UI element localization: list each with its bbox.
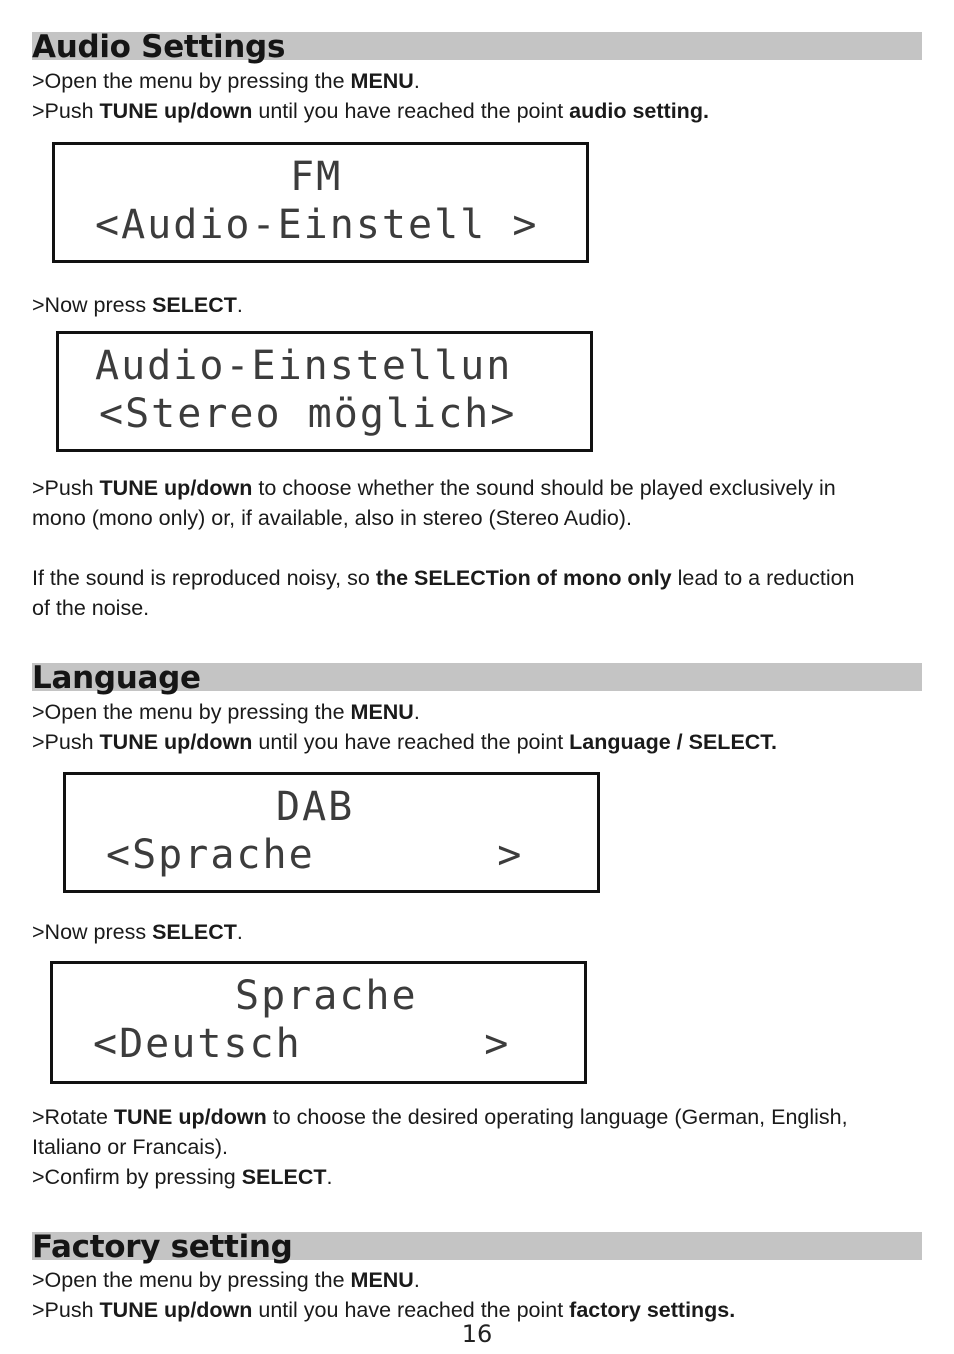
language-step-push-tune (32, 727, 777, 757)
text: . (413, 1268, 420, 1292)
text: . (236, 920, 243, 944)
lcd-row-1: Audio-Einstellun (95, 343, 513, 389)
text: . (236, 293, 243, 317)
text: lead to a reduction (671, 566, 855, 590)
heading-factory-setting: Factory setting (32, 1229, 293, 1265)
lcd-row-2: <Sprache > (106, 832, 524, 878)
text: >Push (32, 476, 100, 500)
language-step-confirm (32, 1162, 333, 1192)
lcd-row-1: DAB (276, 784, 355, 830)
text: . (413, 69, 420, 93)
text: . (326, 1165, 333, 1189)
factory-step-open-menu (32, 1265, 420, 1295)
bold-text: TUNE up/down (113, 1105, 267, 1129)
text: >Push (32, 730, 100, 754)
language-step-press-select (32, 917, 243, 947)
lcd-display-audio-stereo (56, 331, 593, 452)
bold-text: MENU (350, 69, 414, 93)
lcd-row-1: Sprache (235, 973, 418, 1019)
bold-text: MENU (350, 700, 414, 724)
text: >Confirm by pressing (32, 1165, 242, 1189)
text: to choose the desired operating language (German, English, (266, 1105, 848, 1129)
audio-noise-note-cont: of the noise. (32, 596, 150, 620)
bold-text: factory settings. (569, 1298, 736, 1322)
bold-text: the SELECTion of mono only (375, 566, 672, 590)
bold-text: TUNE up/down (99, 730, 253, 754)
bold-text: TUNE up/down (99, 1298, 253, 1322)
text: until you have reached the point (252, 1298, 570, 1322)
heading-language: Language (32, 660, 201, 696)
text: If the sound is reproduced noisy, so (32, 566, 376, 590)
text: >Open the menu by pressing the (32, 700, 351, 724)
language-step-rotate-tune-cont: Italiano or Francais). (32, 1135, 228, 1159)
audio-noise-note (32, 563, 855, 593)
bold-text: TUNE up/down (99, 476, 253, 500)
bold-text: SELECT (152, 293, 237, 317)
language-step-open-menu (32, 697, 420, 727)
lcd-display-dab-sprache (63, 772, 600, 893)
text: >Open the menu by pressing the (32, 69, 351, 93)
bold-text: TUNE up/down (99, 99, 253, 123)
text: >Push (32, 99, 100, 123)
lcd-row-2: <Stereo möglich> (99, 391, 517, 437)
heading-audio-settings: Audio Settings (32, 29, 286, 65)
text: >Now press (32, 293, 153, 317)
audio-step-choose-mono-stereo-cont: mono (mono only) or, if available, also in stereo (Stereo Audio). (32, 506, 632, 530)
lcd-row-2: <Audio-Einstell > (95, 202, 539, 248)
text: >Now press (32, 920, 153, 944)
bold-text: SELECT (152, 920, 237, 944)
audio-step-choose-mono-stereo (32, 473, 836, 503)
audio-step-push-tune (32, 96, 709, 126)
lcd-row-1: FM (290, 154, 343, 200)
text: until you have reached the point (252, 730, 570, 754)
bold-text: SELECT (241, 1165, 327, 1189)
text: >Open the menu by pressing the (32, 1268, 351, 1292)
text: to choose whether the sound should be played exclusively in (252, 476, 836, 500)
language-step-rotate-tune (32, 1102, 848, 1132)
text: >Rotate (32, 1105, 114, 1129)
bold-text: Language / SELECT. (569, 730, 778, 754)
bold-text: audio setting. (569, 99, 709, 123)
text: . (413, 700, 420, 724)
page-number: 16 (461, 1320, 493, 1348)
lcd-display-sprache-deutsch (50, 961, 587, 1084)
text: >Push (32, 1298, 100, 1322)
bold-text: MENU (350, 1268, 414, 1292)
lcd-row-2: <Deutsch > (93, 1021, 511, 1067)
audio-step-press-select (32, 290, 243, 320)
lcd-display-fm-audio (52, 142, 589, 263)
audio-step-open-menu (32, 66, 420, 96)
text: until you have reached the point (252, 99, 570, 123)
